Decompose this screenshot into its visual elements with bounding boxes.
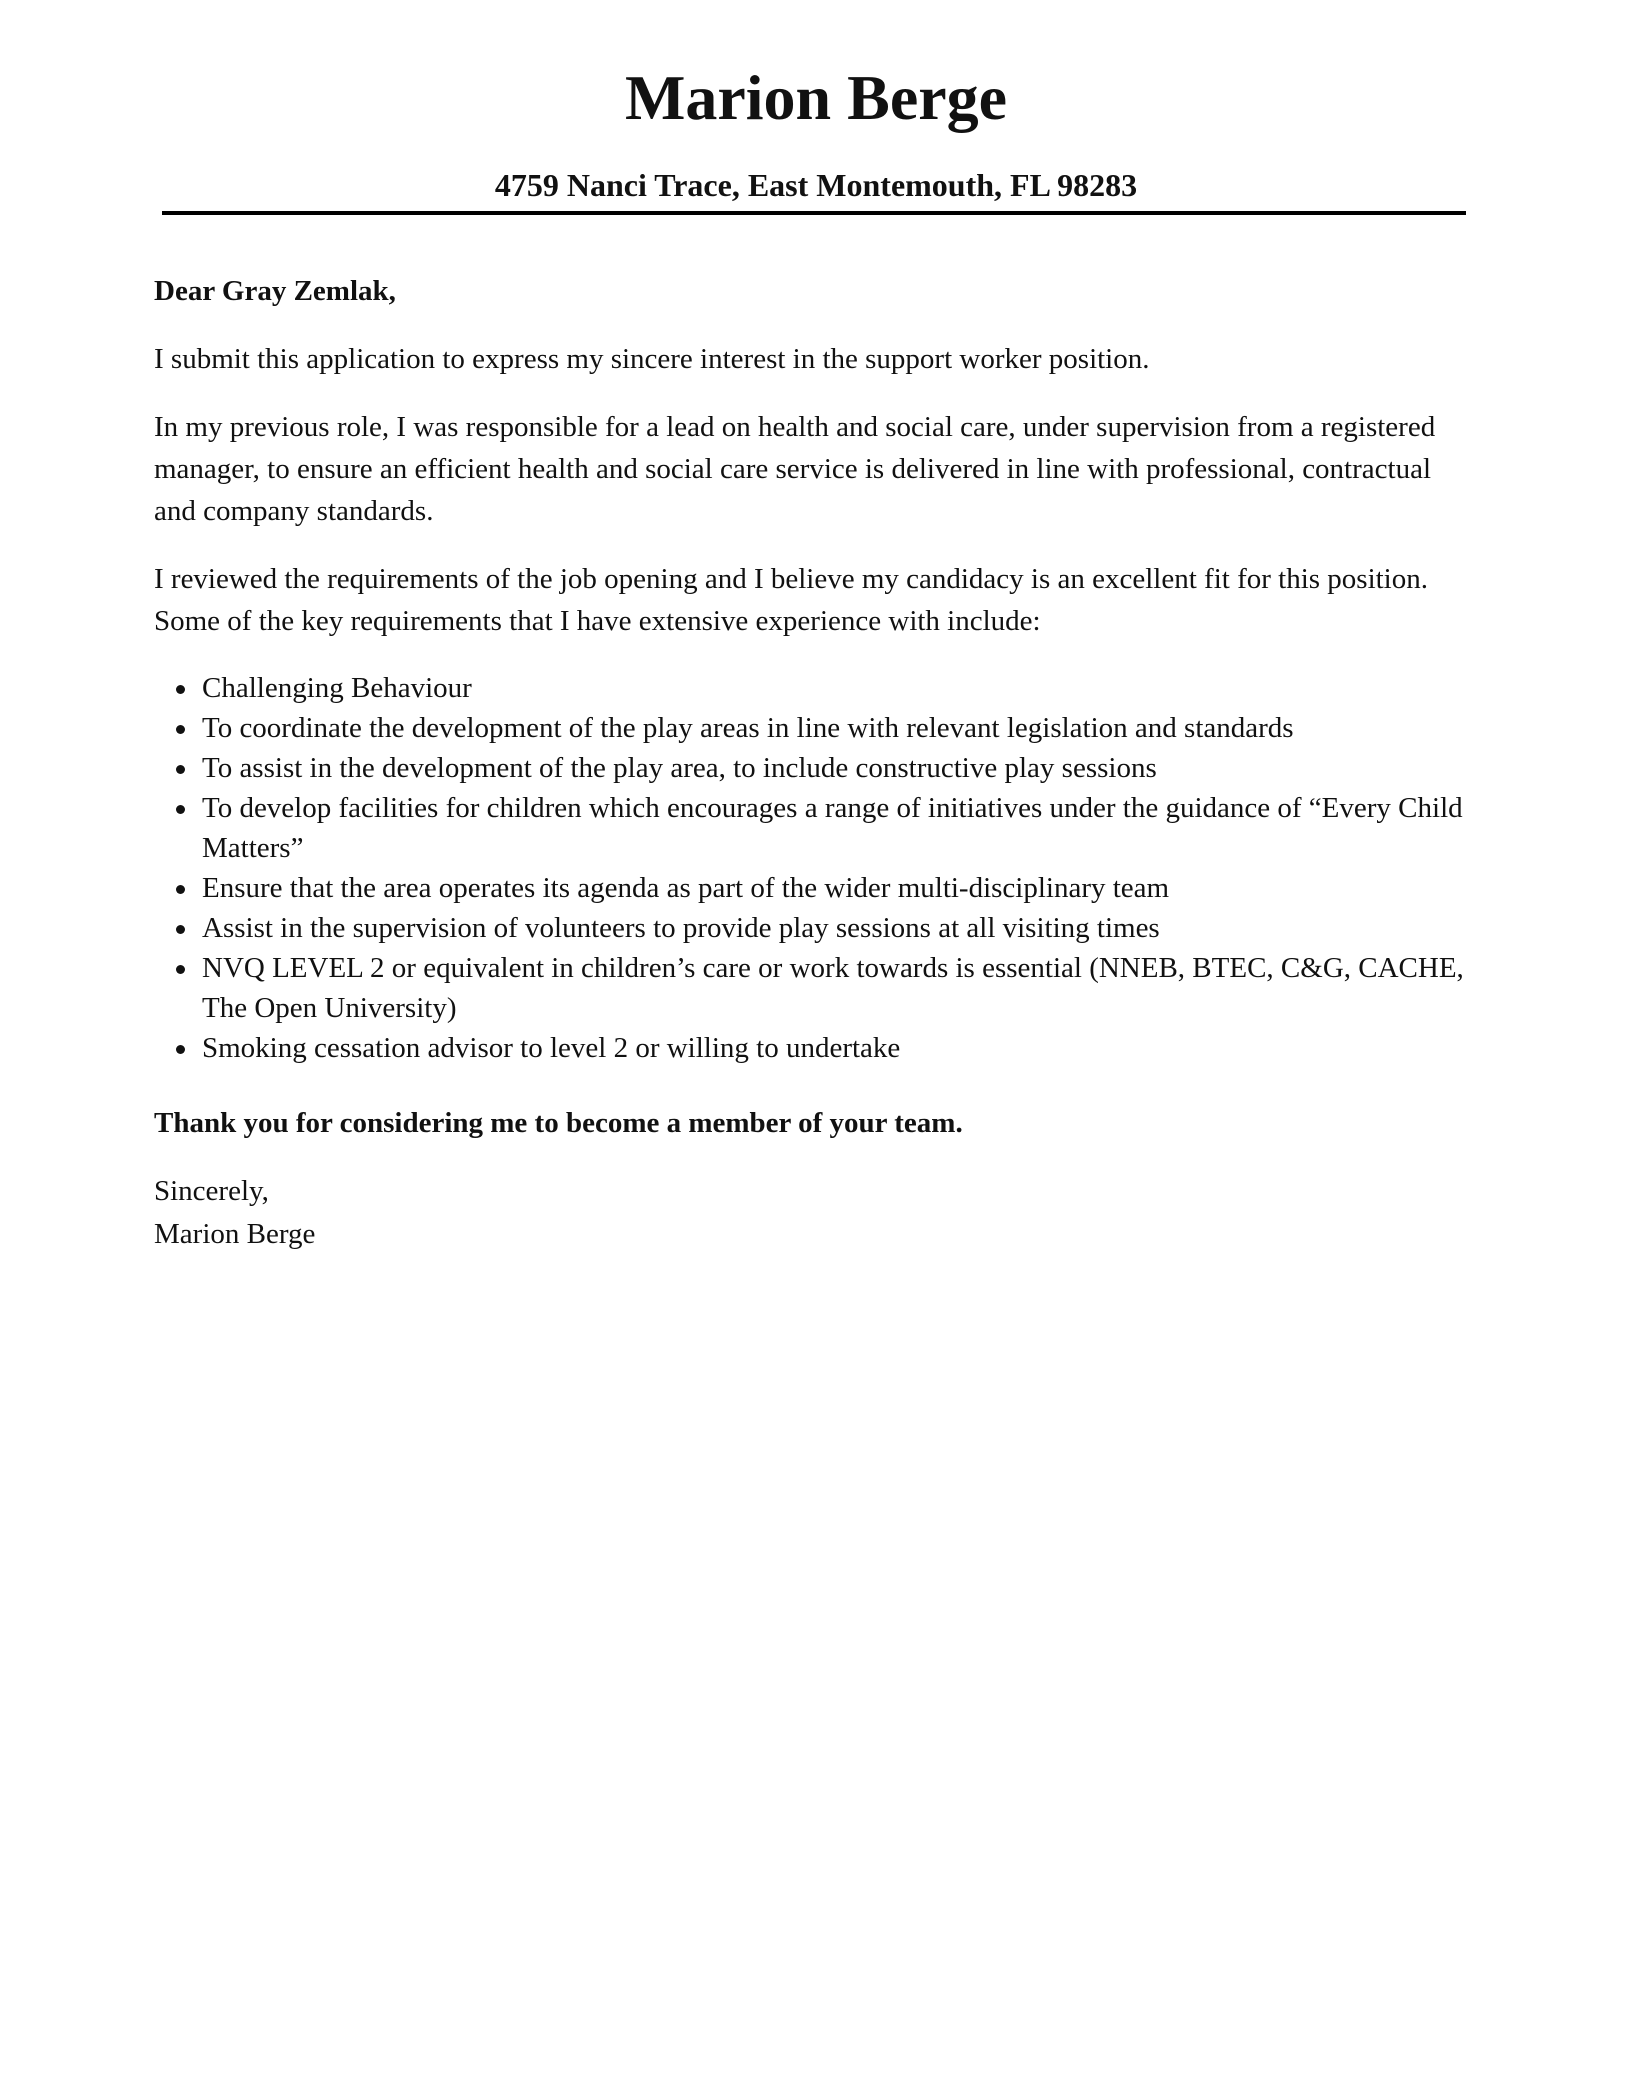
sender-address: 4759 Nanci Trace, East Montemouth, FL 98283	[494, 167, 1138, 203]
list-item: To develop facilities for children which encourages a range of initiatives under the guidance of “Every Child Matters”	[202, 788, 1474, 868]
signature-name: Marion Berge	[154, 1218, 316, 1250]
intro-paragraph: I submit this application to express my sincere interest in the support worker position.	[154, 343, 1150, 375]
list-item: To assist in the development of the play area, to include constructive play sessions	[202, 748, 1474, 788]
list-item: NVQ LEVEL 2 or equivalent in children’s care or work towards is essential (NNEB, BTEC, C&G, CACHE, The Open University)	[202, 948, 1474, 1028]
salutation: Dear Gray Zemlak,	[154, 275, 396, 307]
list-item: Assist in the supervision of volunteers to provide play sessions at all visiting times	[202, 908, 1474, 948]
requirements-list	[154, 668, 1474, 1068]
signoff: Sincerely,	[154, 1175, 269, 1207]
experience-paragraph: In my previous role, I was responsible for a lead on health and social care, under supervision from a registered manager, to ensure an efficient health and social care service is delivered in line with professional, contractual and company standards.	[154, 411, 1436, 527]
list-item: Ensure that the area operates its agenda as part of the wider multi-disciplinary team	[202, 868, 1474, 908]
header-divider	[162, 211, 1466, 215]
list-item: Smoking cessation advisor to level 2 or willing to undertake	[202, 1028, 1474, 1068]
sender-name: Marion Berge	[624, 62, 1008, 133]
letter-body	[154, 270, 1474, 1256]
list-item: Challenging Behaviour	[202, 668, 1474, 708]
signoff-block	[154, 1170, 1474, 1256]
requirements-intro-paragraph: I reviewed the requirements of the job opening and I believe my candidacy is an excellent fit for this position. Some of the key requirements that I have extensive experience with include:	[154, 563, 1428, 637]
closing-line: Thank you for considering me to become a member of your team.	[154, 1107, 963, 1139]
list-item: To coordinate the development of the play areas in line with relevant legislation and standards	[202, 708, 1474, 748]
